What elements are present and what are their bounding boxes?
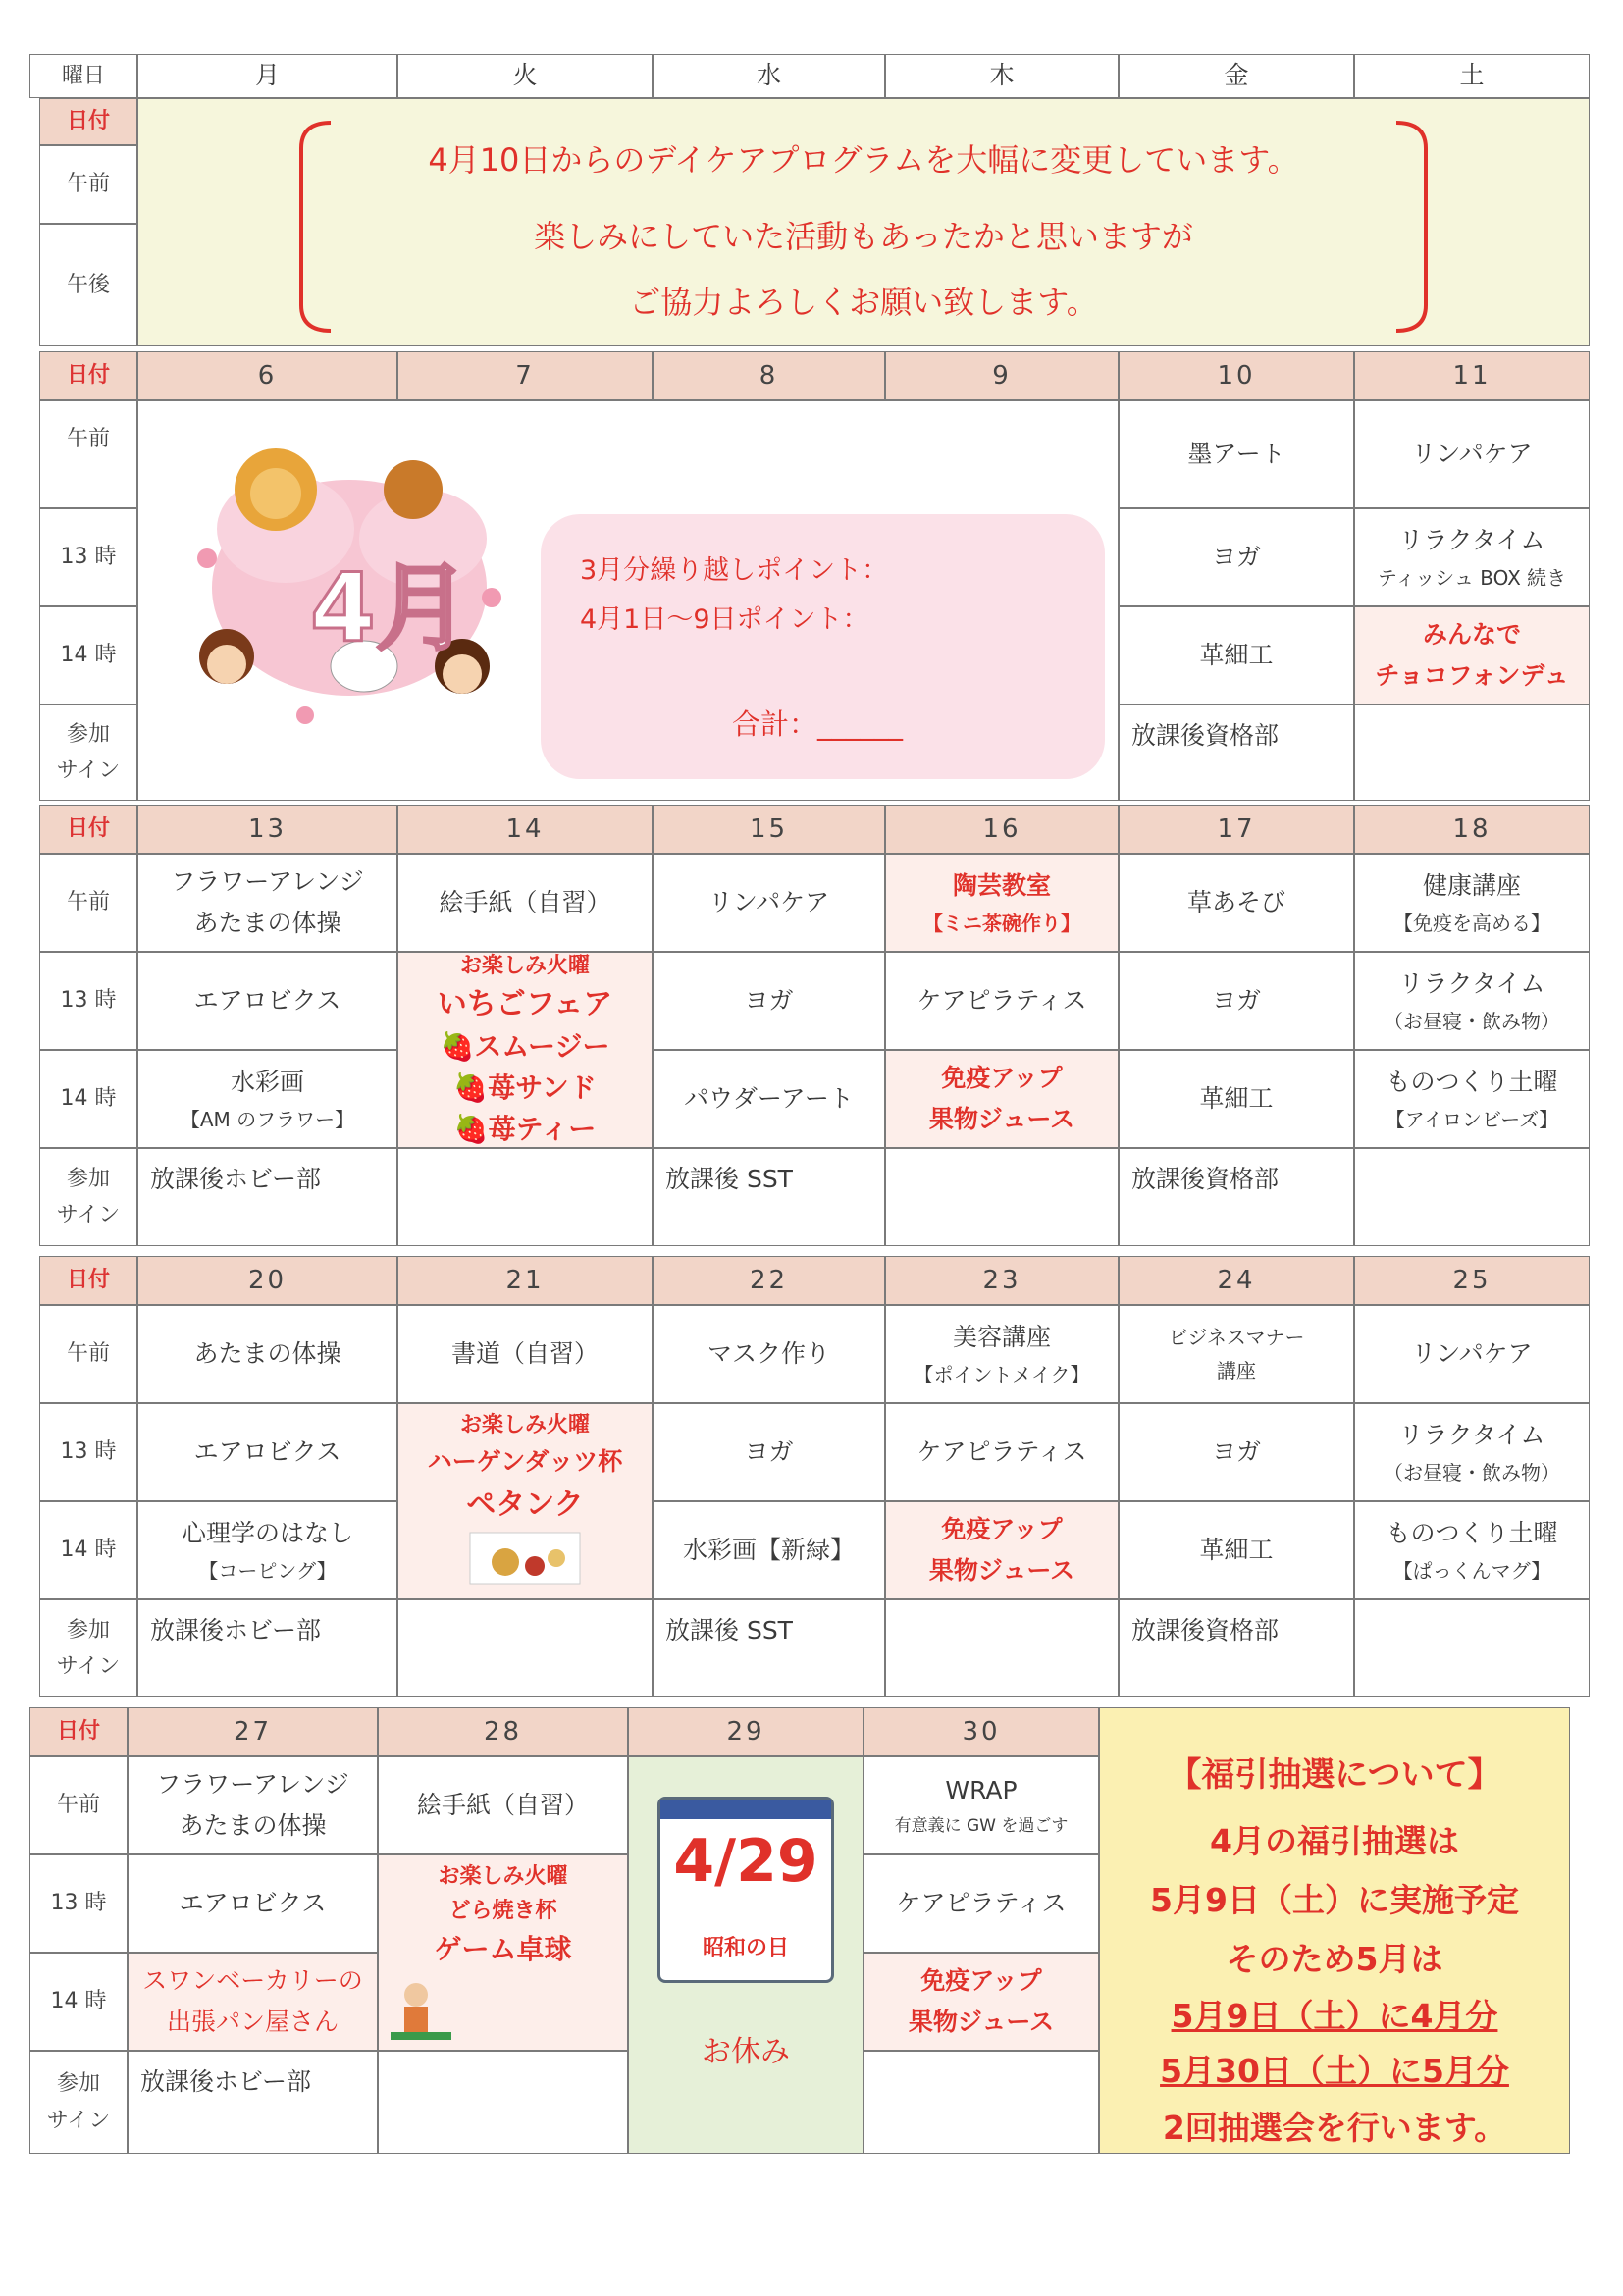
w3-fri-am: ビジネスマナー 講座 [1119, 1305, 1354, 1403]
13-label: 13 時 [39, 952, 137, 1050]
date-22: 22 [653, 1256, 885, 1305]
w4-tue-sign [378, 2051, 628, 2154]
w2-sat-sign [1354, 1148, 1590, 1246]
14-label: 14 時 [29, 1953, 128, 2051]
sign-label: 参加 サイン [29, 2051, 128, 2154]
w2-mon-sign: 放課後ホビー部 [137, 1148, 397, 1246]
w3-wed-am: マスク作り [653, 1305, 885, 1403]
date-29: 29 [628, 1707, 864, 1756]
sign-label: 参加 サイン [39, 704, 137, 801]
w3-tue-sign [397, 1599, 653, 1697]
day-thu: 木 [885, 54, 1119, 98]
14-label: 14 時 [39, 1501, 137, 1599]
w3-fri-13: ヨガ [1119, 1403, 1354, 1501]
date-10: 10 [1119, 351, 1354, 400]
w1-fri-14: 革細工 [1119, 606, 1354, 704]
day-tue: 火 [397, 54, 653, 98]
lottery-line-3: そのため5月は [1226, 1940, 1443, 1978]
w4-thu-13: ケアピラティス [864, 1854, 1099, 1953]
w3-mon-14: 心理学のはなし 【コーピング】 [137, 1501, 397, 1599]
date-16: 16 [885, 805, 1119, 854]
date-20: 20 [137, 1256, 397, 1305]
date-11: 11 [1354, 351, 1590, 400]
w3-fri-sign: 放課後資格部 [1119, 1599, 1354, 1697]
date-14: 14 [397, 805, 653, 854]
sign-label: 参加 サイン [39, 1148, 137, 1246]
date-28: 28 [378, 1707, 628, 1756]
w3-thu-13: ケアピラティス [885, 1403, 1119, 1501]
strawberry-icon: 🍓スムージー [440, 1030, 610, 1063]
w2-fri-sign: 放課後資格部 [1119, 1148, 1354, 1246]
points-total-label: 合計：______ [732, 707, 904, 741]
pm-label: 午後 [39, 224, 137, 346]
petanque-icon [466, 1529, 584, 1588]
w3-tue-pm: お楽しみ火曜 ハーゲンダッツ杯 ペタンク [397, 1403, 653, 1599]
april-banner-area [137, 400, 1119, 801]
sign-label: 参加 サイン [39, 1599, 137, 1697]
lottery-notice [1099, 1707, 1570, 2154]
w2-mon-14: 水彩画 【AM のフラワー】 [137, 1050, 397, 1148]
date-7: 7 [397, 351, 653, 400]
w3-sat-sign [1354, 1599, 1590, 1697]
strawberry-icon: 🍓苺ティー [453, 1113, 597, 1145]
13-label: 13 時 [39, 1403, 137, 1501]
13-label: 13 時 [29, 1854, 128, 1953]
w2-sat-14: ものつくり土曜 【アイロンビーズ】 [1354, 1050, 1590, 1148]
14-label: 14 時 [39, 1050, 137, 1148]
w1-sat-sign [1354, 704, 1590, 801]
date-15: 15 [653, 805, 885, 854]
date-8: 8 [653, 351, 885, 400]
date-label: 日付 [39, 1256, 137, 1305]
am-label: 午前 [39, 1305, 137, 1403]
w4-wed-closed [628, 1756, 864, 2154]
date-24: 24 [1119, 1256, 1354, 1305]
calendar-date: 4/29 [673, 1827, 818, 1896]
w4-mon-13: エアロビクス [128, 1854, 378, 1953]
april-banner-text: 4月 [310, 553, 470, 663]
w1-sat-14: みんなで チョコフォンデュ [1354, 606, 1590, 704]
w4-tue-pm: お楽しみ火曜 どら焼き杯 ゲーム卓球 [378, 1854, 628, 2051]
date-label: 日付 [29, 1707, 128, 1756]
w3-wed-14: 水彩画【新緑】 [653, 1501, 885, 1599]
points-carry-label: 3月分繰り越しポイント： [580, 555, 889, 586]
date-label: 日付 [39, 805, 137, 854]
w1-sat-13: リラクタイム ティッシュ BOX 続き [1354, 508, 1590, 606]
notice-line-3: ご協力よろしくお願い致します。 [629, 284, 1098, 321]
date-27: 27 [128, 1707, 378, 1756]
notice-line-2: 楽しみにしていた活動もあったかと思いますが [534, 218, 1193, 255]
w2-thu-14: 免疫アップ 果物ジュース [885, 1050, 1119, 1148]
calendar-icon [657, 1797, 834, 1983]
w3-fri-14: 革細工 [1119, 1501, 1354, 1599]
w1-sat-am: リンパケア [1354, 400, 1590, 508]
date-6: 6 [137, 351, 397, 400]
w3-sat-am: リンパケア [1354, 1305, 1590, 1403]
w2-mon-am: フラワーアレンジ あたまの体操 [137, 854, 397, 952]
w3-mon-am: あたまの体操 [137, 1305, 397, 1403]
w2-sat-13: リラクタイム （お昼寝・飲み物） [1354, 952, 1590, 1050]
closed-label: お休み [702, 2035, 790, 2069]
weekday-label: 曜日 [29, 54, 137, 98]
am-label: 午前 [39, 145, 137, 224]
w3-mon-13: エアロビクス [137, 1403, 397, 1501]
notice-box [137, 98, 1590, 346]
w2-tue-sign [397, 1148, 653, 1246]
lottery-line-4: 5月9日（土）に4月分 [1171, 1997, 1498, 2035]
w2-thu-sign [885, 1148, 1119, 1246]
w4-thu-am: WRAP 有意義に GW を過ごす [864, 1756, 1099, 1854]
w2-tue-pm: お楽しみ火曜 いちごフェア 🍓スムージー 🍓苺サンド 🍓苺ティー [397, 952, 653, 1148]
date-label: 日付 [39, 98, 137, 145]
lottery-line-2: 5月9日（土）に実施予定 [1150, 1881, 1519, 1919]
calendar-holiday: 昭和の日 [702, 1935, 789, 1960]
w2-wed-13: ヨガ [653, 952, 885, 1050]
lottery-line-5: 5月30日（土）に5月分 [1160, 2052, 1509, 2090]
w3-thu-sign [885, 1599, 1119, 1697]
w2-wed-am: リンパケア [653, 854, 885, 952]
am-label: 午前 [39, 854, 137, 952]
am-label: 午前 [29, 1756, 128, 1854]
w1-fri-13: ヨガ [1119, 508, 1354, 606]
points-box [541, 514, 1105, 779]
w3-thu-am: 美容講座 【ポイントメイク】 [885, 1305, 1119, 1403]
w3-mon-sign: 放課後ホビー部 [137, 1599, 397, 1697]
13-label: 13 時 [39, 508, 137, 606]
date-17: 17 [1119, 805, 1354, 854]
w2-sat-am: 健康講座 【免疫を高める】 [1354, 854, 1590, 952]
w4-thu-14: 免疫アップ 果物ジュース [864, 1953, 1099, 2051]
w2-tue-am: 絵手紙（自習） [397, 854, 653, 952]
w2-fri-am: 草あそび [1119, 854, 1354, 952]
w3-tue-am: 書道（自習） [397, 1305, 653, 1403]
lottery-title: 【福引抽選について】 [1168, 1755, 1501, 1795]
table-tennis-icon [387, 1977, 455, 2046]
w3-wed-sign: 放課後 SST [653, 1599, 885, 1697]
strawberry-icon: 🍓苺サンド [453, 1071, 597, 1104]
date-30: 30 [864, 1707, 1099, 1756]
w2-fri-14: 革細工 [1119, 1050, 1354, 1148]
lottery-line-6: 2回抽選会を行います。 [1162, 2109, 1507, 2147]
w4-thu-sign [864, 2051, 1099, 2154]
notice-line-1: 4月10日からのデイケアプログラムを大幅に変更しています。 [428, 141, 1299, 179]
day-mon: 月 [137, 54, 397, 98]
w3-sat-13: リラクタイム （お昼寝・飲み物） [1354, 1403, 1590, 1501]
w2-mon-13: エアロビクス [137, 952, 397, 1050]
w2-wed-sign: 放課後 SST [653, 1148, 885, 1246]
date-13: 13 [137, 805, 397, 854]
date-9: 9 [885, 351, 1119, 400]
w4-tue-am: 絵手紙（自習） [378, 1756, 628, 1854]
w2-thu-13: ケアピラティス [885, 952, 1119, 1050]
w3-wed-13: ヨガ [653, 1403, 885, 1501]
w4-mon-sign: 放課後ホビー部 [128, 2051, 378, 2154]
w1-fri-sign: 放課後資格部 [1119, 704, 1354, 801]
w3-sat-14: ものつくり土曜 【ぱっくんマグ】 [1354, 1501, 1590, 1599]
w2-thu-am: 陶芸教室 【ミニ茶碗作り】 [885, 854, 1119, 952]
day-fri: 金 [1119, 54, 1354, 98]
am-label: 午前 [39, 400, 137, 508]
lottery-line-1: 4月の福引抽選は [1210, 1822, 1459, 1860]
date-25: 25 [1354, 1256, 1590, 1305]
w2-fri-13: ヨガ [1119, 952, 1354, 1050]
day-sat: 土 [1354, 54, 1590, 98]
14-label: 14 時 [39, 606, 137, 704]
date-18: 18 [1354, 805, 1590, 854]
w1-fri-am: 墨アート [1119, 400, 1354, 508]
date-23: 23 [885, 1256, 1119, 1305]
w4-mon-14: スワンベーカリーの 出張パン屋さん [128, 1953, 378, 2051]
date-21: 21 [397, 1256, 653, 1305]
day-wed: 水 [653, 54, 885, 98]
w2-wed-14: パウダーアート [653, 1050, 885, 1148]
points-april-label: 4月1日〜9日ポイント： [580, 604, 869, 635]
w4-mon-am: フラワーアレンジ あたまの体操 [128, 1756, 378, 1854]
date-label: 日付 [39, 351, 137, 400]
w3-thu-14: 免疫アップ 果物ジュース [885, 1501, 1119, 1599]
